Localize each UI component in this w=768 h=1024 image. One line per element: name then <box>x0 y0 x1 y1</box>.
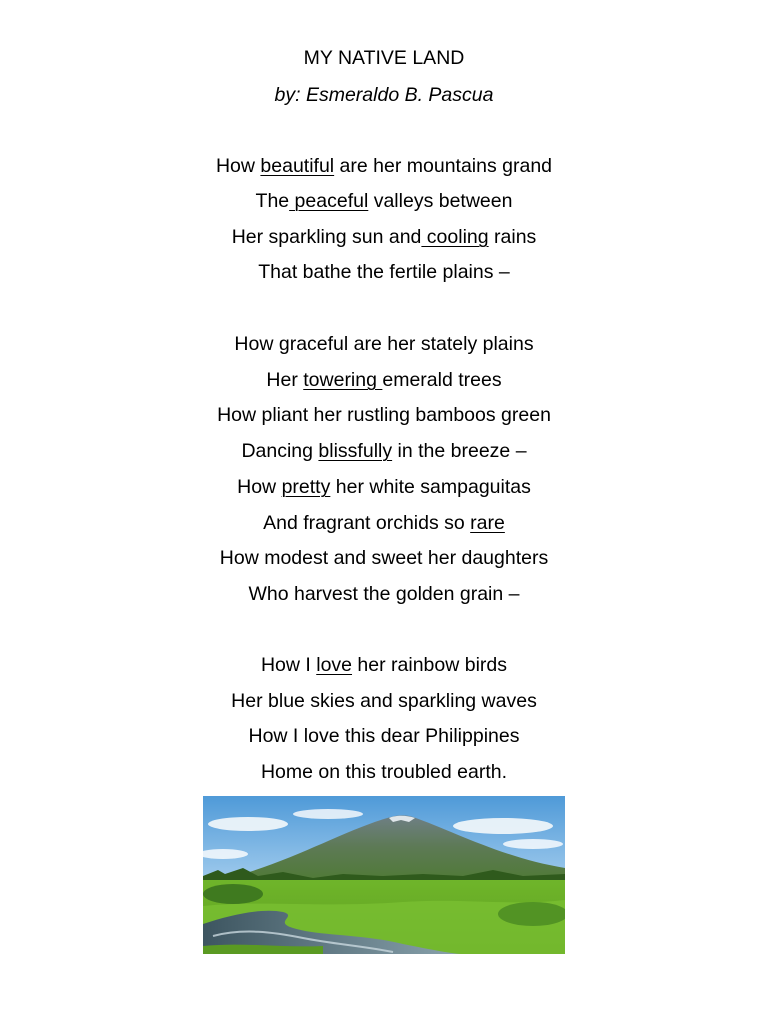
underlined-word: rare <box>470 512 505 534</box>
poem-line <box>0 154 768 178</box>
underlined-word: beautiful <box>260 155 335 177</box>
poem-line <box>0 332 768 356</box>
line-text: How graceful are her stately plains <box>234 333 534 355</box>
underlined-word: peaceful <box>289 190 369 212</box>
line-text: How I love this dear Philippines <box>248 725 520 747</box>
line-text: her white sampaguitas <box>330 476 531 498</box>
poem-line <box>0 511 768 535</box>
poem-line <box>0 546 768 570</box>
line-text: Home on this troubled earth. <box>260 761 508 783</box>
mountain-landscape-illustration <box>203 796 565 954</box>
mountain-landscape-image <box>203 796 565 954</box>
poem-line <box>0 189 768 213</box>
line-text: How <box>237 476 282 498</box>
line-text: How pliant her rustling bamboos green <box>217 404 551 426</box>
poem-title: MY NATIVE LAND <box>303 47 465 69</box>
underlined-word: pretty <box>281 476 331 498</box>
line-text: rains <box>488 226 537 248</box>
line-text: valleys between <box>368 190 513 212</box>
poem-line <box>0 724 768 748</box>
poem-author: by: Esmeraldo B. Pascua <box>274 84 494 106</box>
line-text: The <box>255 190 290 212</box>
poem-line <box>0 653 768 677</box>
line-text: in the breeze – <box>392 440 527 462</box>
line-text: emerald trees <box>382 369 502 391</box>
line-text: And fragrant orchids so <box>263 512 471 534</box>
poem-line <box>0 368 768 392</box>
underlined-word: towering <box>303 369 383 391</box>
poem-line <box>0 403 768 427</box>
poem-line <box>0 582 768 606</box>
poem-line <box>0 439 768 463</box>
line-text: Her sparkling sun and <box>231 226 422 248</box>
line-text: How <box>215 155 261 177</box>
line-text: are her mountains grand <box>334 155 553 177</box>
line-text: How I <box>260 654 317 676</box>
poem-line <box>0 475 768 499</box>
line-text: Her blue skies and sparkling waves <box>231 690 537 712</box>
line-text: Her <box>266 369 304 391</box>
line-text: her rainbow birds <box>352 654 508 676</box>
poem-line <box>0 760 768 784</box>
poem-line <box>0 689 768 713</box>
poem-line <box>0 225 768 249</box>
poem-line <box>0 260 768 284</box>
line-text: Dancing <box>241 440 319 462</box>
line-text: That bathe the fertile plains – <box>258 261 510 283</box>
underlined-word: love <box>316 654 353 676</box>
line-text: Who harvest the golden grain – <box>248 583 520 605</box>
underlined-word: cooling <box>421 226 489 248</box>
line-text: How modest and sweet her daughters <box>219 547 549 569</box>
underlined-word: blissfully <box>318 440 393 462</box>
